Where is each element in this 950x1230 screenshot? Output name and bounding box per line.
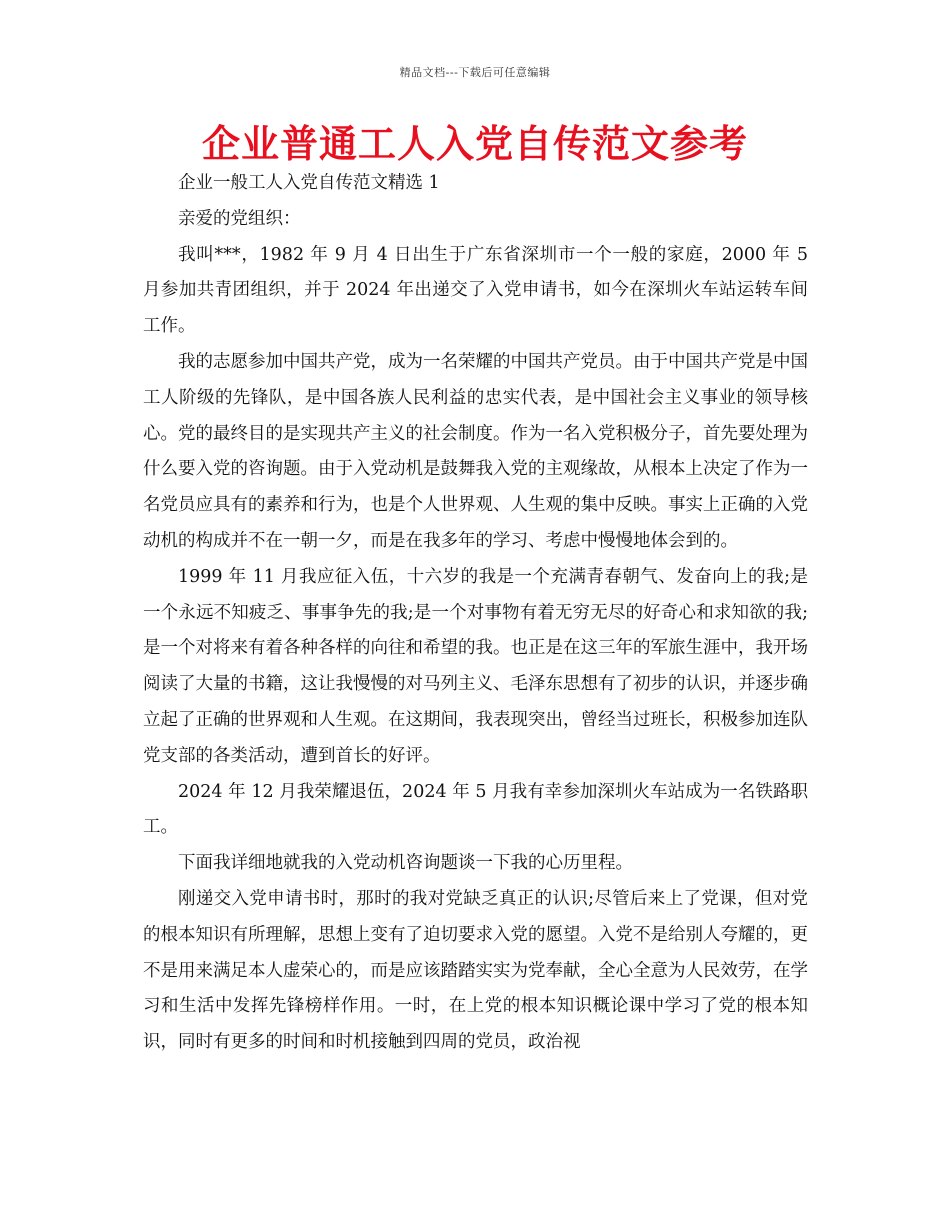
paragraph-motivation: 我的志愿参加中国共产党，成为一名荣耀的中国共产党员。由于中国共产党是中国工人阶级的先锋队，是中国各族人民利益的忠实代表，是中国社会主义事业的领导核心。党的最终目的是实现共产主义的社会制度。作为一名入党积极分子，首先要处理为什么要入党的咨询题。由于入党动机是鼓舞我入党的主观缘故，从根本上决定了作为一名党员应具有的素养和行为，也是个人世界观、人生观的集中反映。事实上正确的入党动机的构成并不在一朝一夕，而是在我多年的学习、考虑中慢慢地体会到的。 [143,351,808,551]
paragraph-intro: 我叫***，1982 年 9 月 4 日出生于广东省深圳市一个一般的家庭，2000 年 5 月参加共青团组织，并于 2024 年出递交了入党申请书，如今在深圳火车站运转车间工作。 [143,244,808,337]
paragraph-salutation: 亲爱的党组织： [178,208,301,229]
paragraph-application: 刚递交入党申请书时，那时的我对党缺乏真正的认识;尽管后来上了党课，但对党的根本知识有所理解，思想上变有了迫切要求入党的愿望。入党不是给别人夸耀的，更不是用来满足本人虚荣心的，而是应该踏踏实实为党奉献，全心全意为人民效劳，在学习和生活中发挥先锋榜样作用。一时，在上党的根本知识概论课中学习了党的根本知识，同时有更多的时间和时机接触到四周的党员，政治视 [143,888,808,1053]
paragraph-transition: 下面我详细地就我的入党动机咨询题谈一下我的心历里程。 [178,853,633,874]
document-title: 企业普通工人入党自传范文参考 [201,121,748,166]
paragraph-retirement: 2024 年 12 月我荣耀退伍，2024 年 5 月我有幸参加深圳火车站成为一名铁路职工。 [143,781,808,838]
paragraph-military: 1999 年 11 月我应征入伍，十六岁的我是一个充满青春朝气、发奋向上的我;是一个永远不知疲乏、事事争先的我;是一个对事物有着无穷无尽的好奇心和求知欲的我;是一个对将来有着各种各样的向往和希望的我。也正是在这三年的军旅生涯中，我开场阅读了大量的书籍，这让我慢慢的对马列主义、毛泽东思想有了初步的认识，并逐步确立起了正确的世界观和人生观。在这期间，我表现突出，曾经当过班长，积极参加连队党支部的各类活动，遭到首长的好评。 [143,566,808,766]
document-body [143,166,808,1061]
paragraph-subtitle: 企业一般工人入党自传范文精选 1 [178,173,440,193]
header-note: 精品文档---下载后可任意编辑 [399,66,551,79]
